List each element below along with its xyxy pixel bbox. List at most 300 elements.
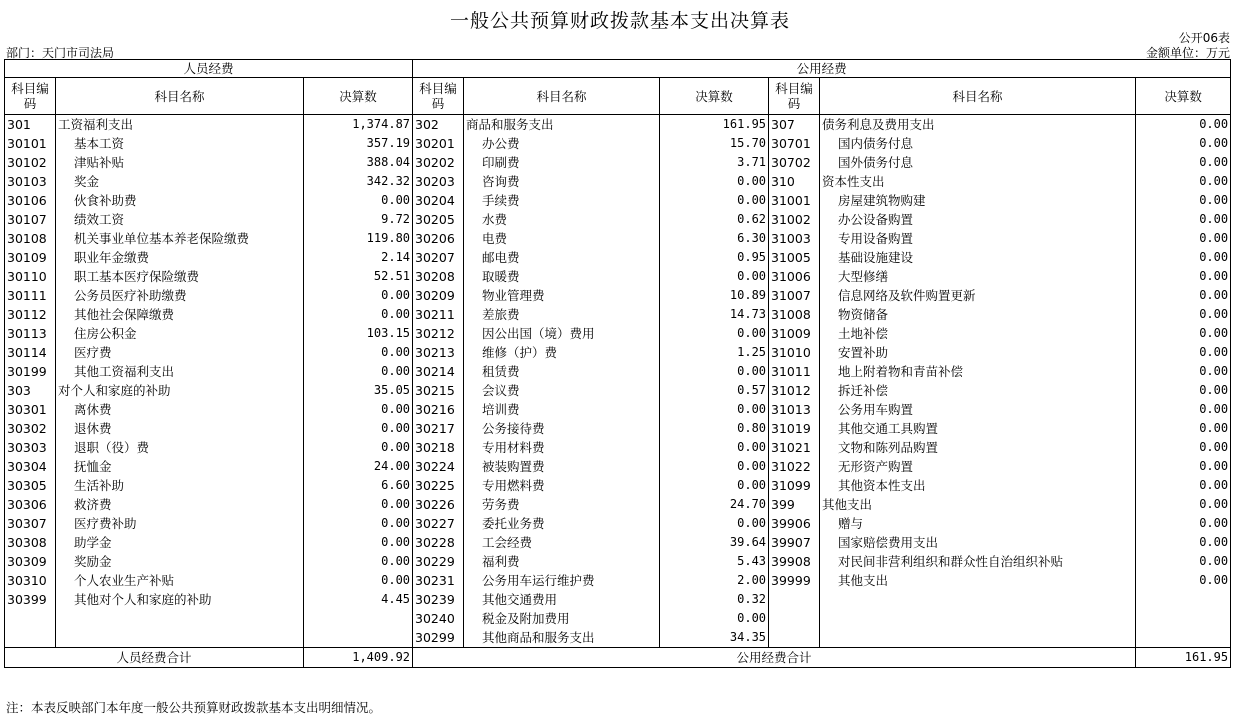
amount-unit-label: 金额单位：万元 xyxy=(1145,46,1230,60)
item-name: 大型修缮 xyxy=(820,267,1136,286)
item-amount: 0.32 xyxy=(660,590,769,609)
item-amount: 0.00 xyxy=(660,362,769,381)
item-name: 其他商品和服务支出 xyxy=(464,628,660,648)
table-row xyxy=(5,172,1231,191)
item-amount: 0.00 xyxy=(1136,438,1231,457)
item-amount: 0.00 xyxy=(304,438,413,457)
item-code: 31019 xyxy=(769,419,820,438)
item-name: 抚恤金 xyxy=(56,457,304,476)
item-code: 30309 xyxy=(5,552,56,571)
item-amount: 0.00 xyxy=(1136,495,1231,514)
table-body xyxy=(5,115,1231,648)
item-amount: 1,374.87 xyxy=(304,115,413,135)
item-name: 绩效工资 xyxy=(56,210,304,229)
item-code: 30227 xyxy=(413,514,464,533)
item-name: 赠与 xyxy=(820,514,1136,533)
item-code: 30208 xyxy=(413,267,464,286)
item-code: 30307 xyxy=(5,514,56,533)
item-amount: 2.00 xyxy=(660,571,769,590)
item-amount: 0.00 xyxy=(660,172,769,191)
item-amount: 6.60 xyxy=(304,476,413,495)
item-name xyxy=(820,609,1136,628)
item-name: 其他对个人和家庭的补助 xyxy=(56,590,304,609)
item-amount: 0.00 xyxy=(660,400,769,419)
page-title: 一般公共预算财政拨款基本支出决算表 xyxy=(449,10,790,32)
item-amount: 24.70 xyxy=(660,495,769,514)
item-name: 离休费 xyxy=(56,400,304,419)
item-code: 30302 xyxy=(5,419,56,438)
item-name: 手续费 xyxy=(464,191,660,210)
item-code xyxy=(5,628,56,648)
item-amount: 0.80 xyxy=(660,419,769,438)
item-code: 30306 xyxy=(5,495,56,514)
table-row xyxy=(5,324,1231,343)
item-code: 30228 xyxy=(413,533,464,552)
item-name: 其他社会保障缴费 xyxy=(56,305,304,324)
item-amount: 0.00 xyxy=(304,419,413,438)
col-header-amount: 决算数 xyxy=(304,78,413,115)
item-code: 30213 xyxy=(413,343,464,362)
item-amount: 0.00 xyxy=(304,533,413,552)
item-code: 30229 xyxy=(413,552,464,571)
item-name: 专用材料费 xyxy=(464,438,660,457)
item-name: 邮电费 xyxy=(464,248,660,267)
item-name: 咨询费 xyxy=(464,172,660,191)
item-name: 被装购置费 xyxy=(464,457,660,476)
item-name: 奖金 xyxy=(56,172,304,191)
item-code: 30702 xyxy=(769,153,820,172)
item-name: 其他交通费用 xyxy=(464,590,660,609)
department-label: 部门：天门市司法局 xyxy=(6,46,115,60)
item-code: 30202 xyxy=(413,153,464,172)
item-amount: 0.00 xyxy=(660,514,769,533)
item-name: 维修（护）费 xyxy=(464,343,660,362)
item-code: 30218 xyxy=(413,438,464,457)
item-name xyxy=(56,609,304,628)
item-amount: 0.00 xyxy=(1136,267,1231,286)
item-amount: 0.00 xyxy=(304,343,413,362)
item-amount: 0.00 xyxy=(1136,419,1231,438)
item-amount: 0.00 xyxy=(304,552,413,571)
item-code: 30399 xyxy=(5,590,56,609)
item-name: 工资福利支出 xyxy=(56,115,304,135)
item-amount: 103.15 xyxy=(304,324,413,343)
table-row xyxy=(5,362,1231,381)
item-code: 310 xyxy=(769,172,820,191)
item-amount: 0.00 xyxy=(660,191,769,210)
item-amount: 0.00 xyxy=(1136,286,1231,305)
item-code: 30111 xyxy=(5,286,56,305)
table-row xyxy=(5,267,1231,286)
item-name: 资本性支出 xyxy=(820,172,1136,191)
item-code: 30308 xyxy=(5,533,56,552)
item-code: 30212 xyxy=(413,324,464,343)
item-code: 30103 xyxy=(5,172,56,191)
item-name: 住房公积金 xyxy=(56,324,304,343)
item-name: 商品和服务支出 xyxy=(464,115,660,135)
form-code: 公开06表 xyxy=(1178,31,1230,45)
item-name: 物业管理费 xyxy=(464,286,660,305)
item-name: 税金及附加费用 xyxy=(464,609,660,628)
item-name: 机关事业单位基本养老保险缴费 xyxy=(56,229,304,248)
item-name: 个人农业生产补贴 xyxy=(56,571,304,590)
table-row xyxy=(5,609,1231,628)
table-row xyxy=(5,400,1231,419)
item-code: 30214 xyxy=(413,362,464,381)
item-name: 退职（役）费 xyxy=(56,438,304,457)
item-amount: 0.00 xyxy=(1136,191,1231,210)
item-name: 其他支出 xyxy=(820,571,1136,590)
table-row xyxy=(5,305,1231,324)
col-header-name: 科目名称 xyxy=(464,78,660,115)
item-amount: 119.80 xyxy=(304,229,413,248)
item-amount: 342.32 xyxy=(304,172,413,191)
item-name xyxy=(820,590,1136,609)
item-code: 31010 xyxy=(769,343,820,362)
item-name: 生活补助 xyxy=(56,476,304,495)
item-name: 安置补助 xyxy=(820,343,1136,362)
item-amount: 357.19 xyxy=(304,134,413,153)
item-code xyxy=(5,609,56,628)
item-name: 专用燃料费 xyxy=(464,476,660,495)
item-amount: 0.00 xyxy=(660,267,769,286)
item-code: 30701 xyxy=(769,134,820,153)
item-amount: 0.00 xyxy=(1136,229,1231,248)
table-row xyxy=(5,286,1231,305)
item-name: 其他支出 xyxy=(820,495,1136,514)
item-code: 307 xyxy=(769,115,820,135)
item-code: 30201 xyxy=(413,134,464,153)
item-code: 30206 xyxy=(413,229,464,248)
item-code xyxy=(769,590,820,609)
personnel-total-value: 1,409.92 xyxy=(304,648,413,668)
footnote: 注：本表反映部门本年度一般公共预算财政拨款基本支出明细情况。 xyxy=(6,700,382,715)
item-code: 31003 xyxy=(769,229,820,248)
item-code: 30112 xyxy=(5,305,56,324)
col-header-amount: 决算数 xyxy=(660,78,769,115)
item-code: 31009 xyxy=(769,324,820,343)
group-header-row xyxy=(5,60,1231,78)
table-row xyxy=(5,115,1231,135)
item-name: 文物和陈列品购置 xyxy=(820,438,1136,457)
table-row xyxy=(5,438,1231,457)
item-code: 30303 xyxy=(5,438,56,457)
item-name: 职工基本医疗保险缴费 xyxy=(56,267,304,286)
totals-row xyxy=(5,648,1231,668)
col-header-code: 科目编码 xyxy=(413,78,464,115)
item-amount: 1.25 xyxy=(660,343,769,362)
item-name: 其他资本性支出 xyxy=(820,476,1136,495)
item-amount xyxy=(304,609,413,628)
item-amount: 6.30 xyxy=(660,229,769,248)
item-amount: 0.00 xyxy=(1136,305,1231,324)
item-amount: 0.00 xyxy=(1136,172,1231,191)
item-code: 30207 xyxy=(413,248,464,267)
item-code: 30299 xyxy=(413,628,464,648)
item-name: 职业年金缴费 xyxy=(56,248,304,267)
item-name: 拆迁补偿 xyxy=(820,381,1136,400)
item-code: 31006 xyxy=(769,267,820,286)
item-amount: 388.04 xyxy=(304,153,413,172)
item-name: 退休费 xyxy=(56,419,304,438)
item-name: 会议费 xyxy=(464,381,660,400)
item-code: 39999 xyxy=(769,571,820,590)
item-amount: 39.64 xyxy=(660,533,769,552)
item-code: 303 xyxy=(5,381,56,400)
item-code: 31002 xyxy=(769,210,820,229)
table-row xyxy=(5,457,1231,476)
col-header-amount: 决算数 xyxy=(1136,78,1231,115)
item-code: 30217 xyxy=(413,419,464,438)
item-name: 基础设施建设 xyxy=(820,248,1136,267)
item-code: 30204 xyxy=(413,191,464,210)
item-code: 31008 xyxy=(769,305,820,324)
item-amount: 0.00 xyxy=(1136,381,1231,400)
item-name: 伙食补助费 xyxy=(56,191,304,210)
item-code: 30224 xyxy=(413,457,464,476)
item-code: 399 xyxy=(769,495,820,514)
item-name: 国家赔偿费用支出 xyxy=(820,533,1136,552)
item-code: 30215 xyxy=(413,381,464,400)
item-code: 301 xyxy=(5,115,56,135)
table-row xyxy=(5,476,1231,495)
table-row xyxy=(5,571,1231,590)
table-row xyxy=(5,153,1231,172)
item-amount xyxy=(1136,609,1231,628)
public-total-value: 161.95 xyxy=(1136,648,1231,668)
item-amount: 0.00 xyxy=(1136,571,1231,590)
item-code: 30106 xyxy=(5,191,56,210)
item-code: 302 xyxy=(413,115,464,135)
item-name: 物资储备 xyxy=(820,305,1136,324)
item-amount: 35.05 xyxy=(304,381,413,400)
item-amount: 0.00 xyxy=(304,305,413,324)
item-name: 信息网络及软件购置更新 xyxy=(820,286,1136,305)
table-row xyxy=(5,229,1231,248)
item-name: 福利费 xyxy=(464,552,660,571)
item-name: 办公设备购置 xyxy=(820,210,1136,229)
item-amount: 0.00 xyxy=(304,286,413,305)
item-amount: 0.57 xyxy=(660,381,769,400)
item-amount xyxy=(1136,628,1231,648)
item-amount: 0.00 xyxy=(304,400,413,419)
item-name xyxy=(820,628,1136,648)
item-code: 31013 xyxy=(769,400,820,419)
item-name: 租赁费 xyxy=(464,362,660,381)
item-code: 31021 xyxy=(769,438,820,457)
public-total-label: 公用经费合计 xyxy=(413,648,1136,668)
item-name: 无形资产购置 xyxy=(820,457,1136,476)
item-amount: 0.00 xyxy=(660,609,769,628)
item-code: 31001 xyxy=(769,191,820,210)
item-name: 医疗费补助 xyxy=(56,514,304,533)
item-amount: 0.00 xyxy=(1136,457,1231,476)
item-amount: 0.00 xyxy=(1136,362,1231,381)
item-name: 国外债务付息 xyxy=(820,153,1136,172)
item-code xyxy=(769,609,820,628)
col-header-code: 科目编码 xyxy=(769,78,820,115)
item-code: 30216 xyxy=(413,400,464,419)
col-header-name: 科目名称 xyxy=(56,78,304,115)
item-code: 31005 xyxy=(769,248,820,267)
item-code: 30226 xyxy=(413,495,464,514)
table-row xyxy=(5,552,1231,571)
item-name: 委托业务费 xyxy=(464,514,660,533)
item-name xyxy=(56,628,304,648)
item-name: 办公费 xyxy=(464,134,660,153)
table-row xyxy=(5,210,1231,229)
item-name: 专用设备购置 xyxy=(820,229,1136,248)
item-code: 30240 xyxy=(413,609,464,628)
item-name: 培训费 xyxy=(464,400,660,419)
item-name: 其他交通工具购置 xyxy=(820,419,1136,438)
item-name: 医疗费 xyxy=(56,343,304,362)
item-name: 地上附着物和青苗补偿 xyxy=(820,362,1136,381)
item-amount: 0.00 xyxy=(1136,400,1231,419)
table-row xyxy=(5,134,1231,153)
item-amount: 0.95 xyxy=(660,248,769,267)
item-name: 基本工资 xyxy=(56,134,304,153)
personnel-group-header: 人员经费 xyxy=(5,60,413,78)
item-code: 30109 xyxy=(5,248,56,267)
item-name: 差旅费 xyxy=(464,305,660,324)
expenditure-table xyxy=(4,59,1231,668)
table-row xyxy=(5,514,1231,533)
item-name: 印刷费 xyxy=(464,153,660,172)
item-code: 30113 xyxy=(5,324,56,343)
item-name: 电费 xyxy=(464,229,660,248)
item-code: 30114 xyxy=(5,343,56,362)
item-name: 国内债务付息 xyxy=(820,134,1136,153)
item-name: 公务接待费 xyxy=(464,419,660,438)
item-name: 津贴补贴 xyxy=(56,153,304,172)
item-code: 30305 xyxy=(5,476,56,495)
item-amount: 0.00 xyxy=(1136,153,1231,172)
item-amount: 0.62 xyxy=(660,210,769,229)
item-name: 土地补偿 xyxy=(820,324,1136,343)
item-name: 水费 xyxy=(464,210,660,229)
item-code: 30304 xyxy=(5,457,56,476)
item-name: 助学金 xyxy=(56,533,304,552)
item-amount: 4.45 xyxy=(304,590,413,609)
item-code: 30225 xyxy=(413,476,464,495)
item-code: 39907 xyxy=(769,533,820,552)
item-amount: 0.00 xyxy=(1136,134,1231,153)
item-code: 39906 xyxy=(769,514,820,533)
item-name: 取暖费 xyxy=(464,267,660,286)
col-header-code: 科目编码 xyxy=(5,78,56,115)
item-code: 30101 xyxy=(5,134,56,153)
item-amount: 0.00 xyxy=(1136,514,1231,533)
item-code: 30102 xyxy=(5,153,56,172)
public-group-header: 公用经费 xyxy=(413,60,1231,78)
item-code: 30231 xyxy=(413,571,464,590)
item-name: 公务员医疗补助缴费 xyxy=(56,286,304,305)
item-code: 39908 xyxy=(769,552,820,571)
col-header-name: 科目名称 xyxy=(820,78,1136,115)
item-amount: 0.00 xyxy=(1136,343,1231,362)
item-amount: 5.43 xyxy=(660,552,769,571)
item-code: 30110 xyxy=(5,267,56,286)
item-amount: 0.00 xyxy=(660,438,769,457)
personnel-total-label: 人员经费合计 xyxy=(5,648,304,668)
item-name: 对个人和家庭的补助 xyxy=(56,381,304,400)
item-amount: 2.14 xyxy=(304,248,413,267)
item-code: 31007 xyxy=(769,286,820,305)
item-code: 30205 xyxy=(413,210,464,229)
item-amount: 9.72 xyxy=(304,210,413,229)
item-amount: 14.73 xyxy=(660,305,769,324)
item-amount: 3.71 xyxy=(660,153,769,172)
column-header-row xyxy=(5,78,1231,115)
item-amount: 0.00 xyxy=(660,476,769,495)
item-code: 30310 xyxy=(5,571,56,590)
table-row xyxy=(5,343,1231,362)
table-row xyxy=(5,590,1231,609)
item-code: 31022 xyxy=(769,457,820,476)
item-code: 30301 xyxy=(5,400,56,419)
item-name: 工会经费 xyxy=(464,533,660,552)
item-amount: 52.51 xyxy=(304,267,413,286)
item-amount: 0.00 xyxy=(1136,210,1231,229)
item-name: 房屋建筑物购建 xyxy=(820,191,1136,210)
item-code: 31012 xyxy=(769,381,820,400)
item-amount: 0.00 xyxy=(1136,115,1231,135)
table-row xyxy=(5,248,1231,267)
item-amount: 15.70 xyxy=(660,134,769,153)
item-name: 债务利息及费用支出 xyxy=(820,115,1136,135)
table-row xyxy=(5,381,1231,400)
item-amount xyxy=(304,628,413,648)
item-name: 奖励金 xyxy=(56,552,304,571)
item-code xyxy=(769,628,820,648)
item-name: 劳务费 xyxy=(464,495,660,514)
item-name: 救济费 xyxy=(56,495,304,514)
item-amount: 0.00 xyxy=(660,457,769,476)
item-code: 30199 xyxy=(5,362,56,381)
item-amount: 0.00 xyxy=(304,191,413,210)
item-code: 30107 xyxy=(5,210,56,229)
item-amount: 161.95 xyxy=(660,115,769,135)
item-amount: 0.00 xyxy=(1136,476,1231,495)
item-code: 30203 xyxy=(413,172,464,191)
item-amount: 24.00 xyxy=(304,457,413,476)
table-row xyxy=(5,628,1231,648)
item-code: 30239 xyxy=(413,590,464,609)
item-amount: 0.00 xyxy=(304,571,413,590)
item-amount: 0.00 xyxy=(660,324,769,343)
table-row xyxy=(5,533,1231,552)
table-row xyxy=(5,495,1231,514)
item-code: 30211 xyxy=(413,305,464,324)
item-amount: 10.89 xyxy=(660,286,769,305)
item-name: 公务用车购置 xyxy=(820,400,1136,419)
item-amount: 0.00 xyxy=(304,362,413,381)
item-code: 31011 xyxy=(769,362,820,381)
item-name: 因公出国（境）费用 xyxy=(464,324,660,343)
item-code: 30209 xyxy=(413,286,464,305)
item-amount: 0.00 xyxy=(1136,552,1231,571)
table-row xyxy=(5,419,1231,438)
item-amount: 0.00 xyxy=(304,514,413,533)
item-name: 公务用车运行维护费 xyxy=(464,571,660,590)
item-amount xyxy=(1136,590,1231,609)
item-amount: 34.35 xyxy=(660,628,769,648)
item-amount: 0.00 xyxy=(1136,248,1231,267)
item-name: 对民间非营利组织和群众性自治组织补贴 xyxy=(820,552,1136,571)
item-name: 其他工资福利支出 xyxy=(56,362,304,381)
item-code: 30108 xyxy=(5,229,56,248)
